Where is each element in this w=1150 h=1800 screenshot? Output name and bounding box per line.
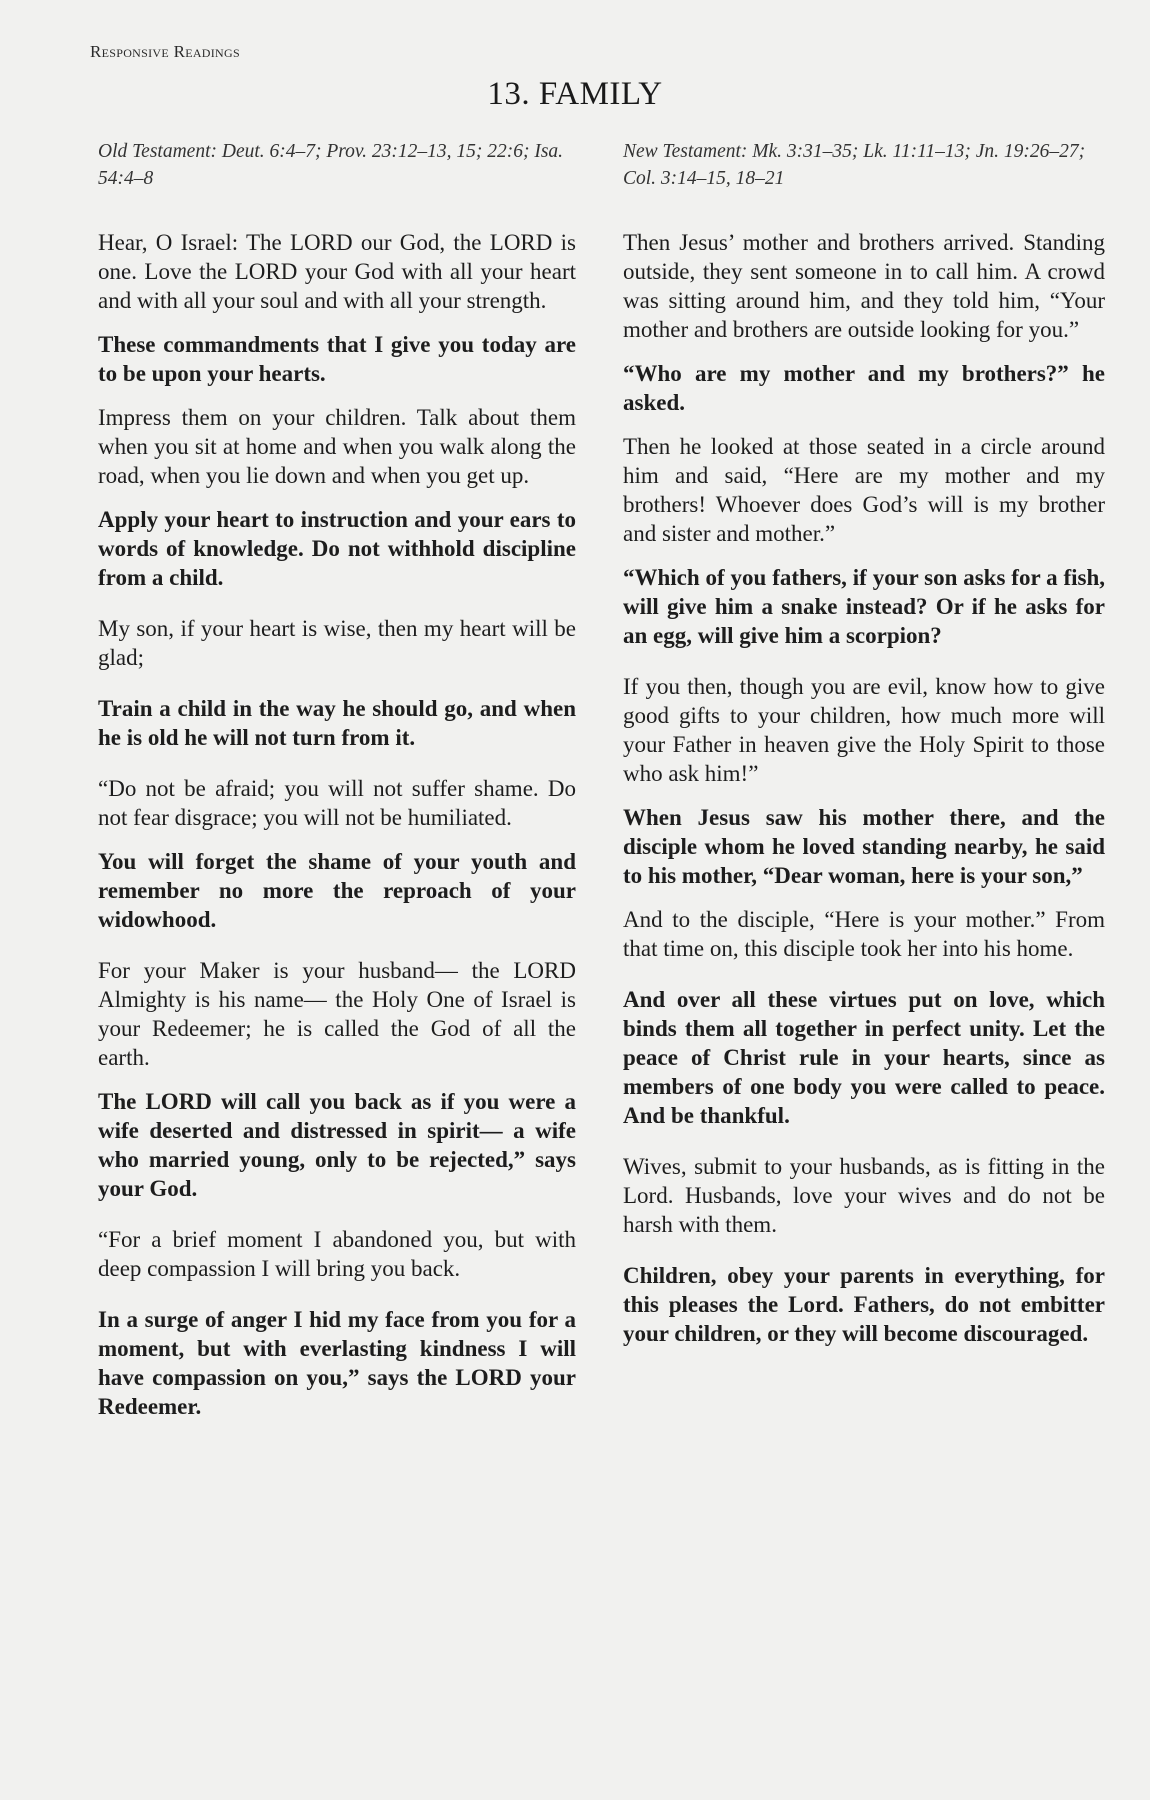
- response-paragraph: These commandments that I give you today are to be upon your hearts.: [98, 332, 576, 386]
- old-testament-column: [98, 138, 576, 1436]
- response-paragraph: In a surge of anger I hid my face from you for a moment, but with everlasting kindness I will have compassion on you,” says the LORD your Redeemer.: [98, 1307, 576, 1419]
- running-head: Responsive Readings: [90, 42, 240, 61]
- response-paragraph: And over all these virtues put on love, which binds them all together in perfect unity. Let the peace of Christ rule in your hearts, since as members of one body you were called to peace. And be thankful.: [623, 987, 1105, 1128]
- reading-paragraph: Impress them on your children. Talk about them when you sit at home and when you walk along the road, when you lie down and when you get up.: [98, 405, 576, 488]
- reading-paragraph: My son, if your heart is wise, then my heart will be glad;: [98, 616, 576, 670]
- new-testament-reference: New Testament: Mk. 3:31–35; Lk. 11:11–13; Jn. 19:26–27; Col. 3:14–15, 18–21: [623, 141, 1086, 189]
- reading-paragraph: For your Maker is your husband— the LORD Almighty is his name— the Holy One of Israel is your Redeemer; he is called the God of all the earth.: [98, 958, 576, 1070]
- old-testament-reference: Old Testament: Deut. 6:4–7; Prov. 23:12–13, 15; 22:6; Isa. 54:4–8: [98, 141, 564, 189]
- reading-paragraph: Then he looked at those seated in a circle around him and said, “Here are my mother and my brothers! Whoever does God’s will is my brother and sister and mother.”: [623, 434, 1105, 546]
- reading-paragraph: “For a brief moment I abandoned you, but with deep compassion I will bring you back.: [98, 1227, 576, 1281]
- reading-paragraph: Wives, submit to your husbands, as is fitting in the Lord. Husbands, love your wives and do not be harsh with them.: [623, 1154, 1105, 1237]
- reading-paragraph: “Do not be afraid; you will not suffer shame. Do not fear disgrace; you will not be humiliated.: [98, 776, 576, 830]
- response-paragraph: The LORD will call you back as if you were a wife deserted and distressed in spirit— a wife who married young, only to be rejected,” says your God.: [98, 1089, 576, 1201]
- response-paragraph: Train a child in the way he should go, and when he is old he will not turn from it.: [98, 696, 576, 750]
- reading-paragraph: Then Jesus’ mother and brothers arrived. Standing outside, they sent someone in to call him. A crowd was sitting around him, and they told him, “Your mother and brothers are outside looking for you.”: [623, 230, 1105, 342]
- reading-paragraph: And to the disciple, “Here is your mother.” From that time on, this disciple took her into his home.: [623, 907, 1105, 961]
- new-testament-column: [623, 138, 1105, 1363]
- response-paragraph: Apply your heart to instruction and your ears to words of knowledge. Do not withhold discipline from a child.: [98, 507, 576, 590]
- response-paragraph: You will forget the shame of your youth and remember no more the reproach of your widowhood.: [98, 849, 576, 932]
- reading-paragraph: Hear, O Israel: The LORD our God, the LORD is one. Love the LORD your God with all your heart and with all your soul and with all your strength.: [98, 230, 576, 313]
- page-title: 13. FAMILY: [487, 76, 663, 112]
- reading-paragraph: If you then, though you are evil, know how to give good gifts to your children, how much more will your Father in heaven give the Holy Spirit to those who ask him!”: [623, 674, 1105, 786]
- response-paragraph: When Jesus saw his mother there, and the disciple whom he loved standing nearby, he said to his mother, “Dear woman, here is your son,”: [623, 805, 1105, 888]
- response-paragraph: “Which of you fathers, if your son asks for a fish, will give him a snake instead? Or if he asks for an egg, will give him a scorpion?: [623, 565, 1105, 648]
- response-paragraph: Children, obey your parents in everything, for this pleases the Lord. Fathers, do not embitter your children, or they will become discouraged.: [623, 1263, 1105, 1346]
- response-paragraph: “Who are my mother and my brothers?” he asked.: [623, 361, 1105, 415]
